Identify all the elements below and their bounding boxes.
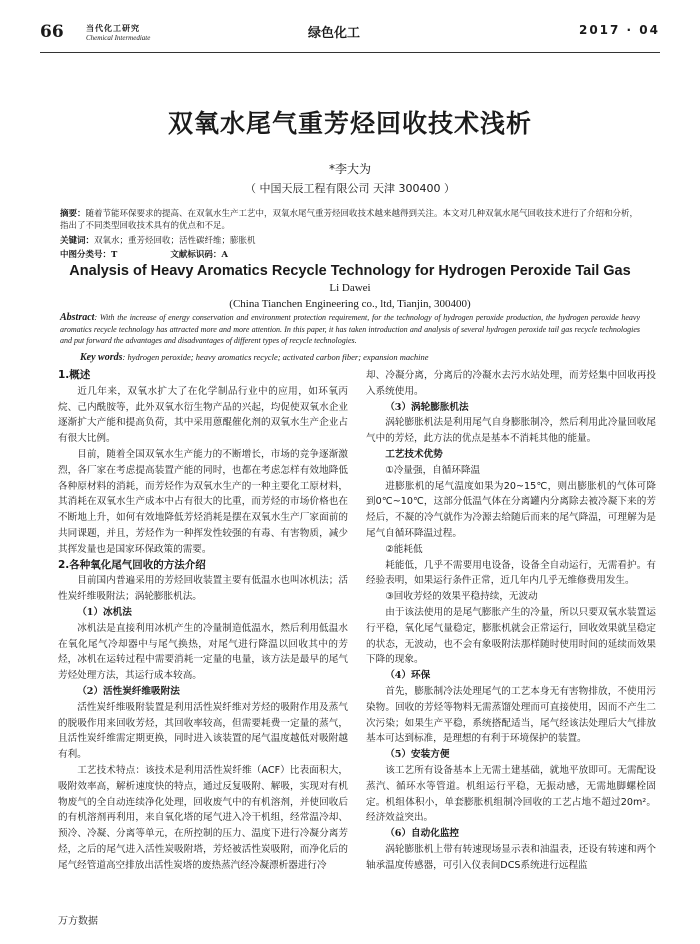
paragraph: 涡轮膨胀机上带有转速现场显示表和油温表，还设有转速和两个轴承温度传感器，可引入仪表间DCS系统进行远程监 [366, 843, 656, 871]
clc-value: T [111, 250, 118, 260]
paragraph: 目前，随着全国双氧水生产能力的不断增长，市场的竞争逐渐激烈，各厂家在考虑提高装置产能的同时，也都在考虑怎样有效地降低各种原材料的消耗，而芳烃作为双氧水生产的一种主要化工原材料，其消耗在双氧水生产成本中占有很大的比重，而芳烃的市场价格也在不断地上升，如何有效地降低芳烃消耗是摆在双氧水生产厂家面前的共同课题，并且，芳烃作为一种挥发性较强的有毒、有害物质，减少其挥发量也是国家环保政策的需要。 [58, 448, 348, 555]
doc-label: 文献标识码： [170, 250, 222, 260]
section-heading: 2.各种氧化尾气回收的方法介绍 [58, 558, 206, 571]
article-title-en: Analysis of Heavy Aromatics Recycle Technology for Hydrogen Peroxide Tail Gas [69, 263, 631, 279]
paragraph: 涡轮膨胀机法是利用尾气自身膨胀制冷，然后利用此冷量回收尾气中的芳烃，此方法的优点是基本不消耗其他的能量。 [366, 417, 656, 445]
header-divider [40, 52, 660, 53]
paragraph: ③回收芳烃的效果平稳持续，无波动 [385, 591, 538, 603]
abstract-label: 摘要： [60, 209, 86, 219]
subsection-heading: （1）冰机法 [77, 606, 132, 618]
subsection-heading: （6）自动化监控 [385, 828, 460, 840]
abstract-cn [60, 208, 640, 232]
doc-code [170, 250, 228, 260]
author: *李大为 [328, 162, 371, 176]
paragraph: ①冷量强，自循环降温 [385, 464, 481, 476]
paragraph: 该工艺所有设备基本上无需土建基础，就地平放即可。无需配设蒸汽、循环水等管道。机组运行平稳，无振动感，无需地脚螺栓固定。机组体积小，单套膨胀机组制冷回收的工艺占地不超过20m²。经济效益突出。 [366, 764, 656, 824]
page-header [40, 20, 660, 50]
abstract-en [60, 312, 640, 347]
footer-watermark: 万方数据 [58, 916, 98, 927]
paragraph: 近几年来，双氧水扩大了在化学制品行业中的应用，如环氧丙烷、己内酰胺等，此外双氧水衍生物产品的兴起，均促使双氧水企业逐渐扩大产能和提高负荷，其中采用蒽醌催化剂的双氧水生产企业占有很大比例。 [58, 385, 348, 445]
keywords-text: 双氧水；重芳烃回收；活性碳纤维；膨胀机 [94, 236, 256, 246]
subsection-heading: （4）环保 [385, 670, 431, 682]
subsection-heading: （3）涡轮膨胀机法 [385, 401, 469, 413]
subsection-heading: 工艺技术优势 [385, 448, 443, 460]
section-title: 绿色化工 [308, 26, 361, 41]
subsection-heading: （2）活性炭纤维吸附法 [77, 685, 180, 697]
classification [60, 248, 640, 260]
keywords-cn [60, 234, 640, 246]
body-column-left [58, 368, 348, 874]
paragraph: 却、冷凝分离，分离后的冷凝水去污水站处理，而芳烃集中回收再投入系统使用。 [366, 370, 656, 397]
clc-label: 中图分类号： [60, 250, 112, 260]
paragraph: 耗能低，几乎不需要用电设备，设备全自动运行，无需看护。有经验表明，如果运行条件正常，近几年内几乎无维修费用发生。 [366, 559, 656, 587]
paragraph: 由于该法使用的是尾气膨胀产生的冷量，所以只要双氧水装置运行平稳，氧化尾气量稳定，膨胀机就会正常运行，回收效果就呈稳定的状态，无波动，也不会有象吸附法那样随时使用时间的延续而效果下降的现象。 [366, 606, 656, 666]
keywords-label: 关键词： [60, 236, 95, 246]
affiliation: （ 中国天辰工程有限公司 天津 300400 ） [245, 182, 455, 195]
paragraph: ②能耗低 [385, 543, 423, 555]
author-en: Li Dawei [329, 282, 371, 294]
issue-date: 2017 · 04 [578, 23, 660, 37]
body-column-right [366, 368, 656, 874]
journal-name-cn: 当代化工研究 [86, 24, 140, 33]
paragraph: 活性炭纤维吸附装置是利用活性炭纤维对芳烃的吸附作用及蒸气的脱吸作用来回收芳烃，其回收率较高，但需要耗费一定量的蒸气，且活性炭纤维需定期更换，同时进入该装置的尾气温度越低对吸附越有利。 [58, 701, 348, 761]
doc-value: A [221, 250, 228, 260]
affiliation-en: (China Tianchen Engineering co., ltd, Tianjin, 300400) [229, 298, 471, 310]
paragraph: 首先，膨胀制冷法处理尾气的工艺本身无有害物排放，不使用污染物。回收的芳烃等物料无需蒸馏处理而可直接使用，因而不产生二次污染；如果生产平稳，系统搭配适当，尾气经该法处理后大气排放基本可达到标准，是理想的有利于环境保护的装置。 [366, 685, 656, 745]
keywords-en-label: Key words [80, 352, 123, 363]
page-number: 66 [40, 22, 64, 42]
paragraph: 目前国内普遍采用的芳烃回收装置主要有低温水也叫冰机法；活性炭纤维吸附法；涡轮膨胀机法。 [58, 575, 348, 603]
subsection-heading: （5）安装方便 [385, 749, 450, 761]
abstract-en-text: : With the increase of energy conservation and environment protection requirement, for the technology of hydrogen peroxide production, the hydrogen peroxide heavy aromatics recycle technology has attracted more and more attention. In this paper, it has taken introduction and analysis of several hydrogen peroxide tail gas recycle technologies and put forward the advantages and disadvantages of different types of recycle technologies. [60, 313, 640, 345]
paragraph: 冰机法是直接利用冰机产生的冷量制造低温水，然后利用低温水在氧化尾气冷却器中与尾气换热，对尾气进行降温以回收其中的芳烃，冰机在运转过程中需要消耗一定量的电量，该方法是最早的尾气芳烃处理方法，其运行成本较高。 [58, 622, 348, 682]
abstract-text: 随着节能环保要求的提高、在双氧水生产工艺中，双氧水尾气重芳烃回收技术越来越得到关注。本文对几种双氧水尾气回收技术进行了介绍和分析，指出了不同类型回收技术具有的优点和不足。 [60, 209, 639, 231]
section-heading: 1.概述 [58, 369, 91, 381]
keywords-en-text: : hydrogen peroxide; heavy aromatics recycle; activated carbon fiber; expansion machine [122, 352, 429, 362]
paragraph: 工艺技术特点：该技术是利用活性炭纤维（ACF）比表面积大，吸附效率高，解析速度快的特点，通过反复吸附、解吸，实现对有机物废气的全自动连续净化处理，回收废气中的有机溶剂，并使回收后的有机溶剂再利用，来自氧化塔的尾气进入冷干机组，经常温冷却、预冷、冷凝、分离等单元，在所控制的压力、温度下进行冷凝分离芳烃，之后的尾气进入活性炭吸附塔，芳烃被活性炭吸附，而净化后的尾气经管道高空排放出活性炭塔的废热蒸汽经冷凝漂析器进行冷 [58, 764, 348, 871]
paragraph: 进膨胀机的尾气温度如果为20~15℃，则出膨胀机的气体可降到0℃~10℃，这部分低温气体在分离罐内分离除去被冷凝下来的芳烃后，不凝的冷气就作为冷源去给随后而来的尾气降温，可理解为是尾气自循环降温过程。 [366, 480, 656, 539]
keywords-en [80, 352, 640, 363]
journal-name-en: Chemical Intermediate [86, 34, 151, 42]
abstract-en-label: Abstract [60, 312, 95, 323]
article-title: 双氧水尾气重芳烃回收技术浅析 [167, 109, 532, 138]
clc-code [60, 250, 117, 260]
